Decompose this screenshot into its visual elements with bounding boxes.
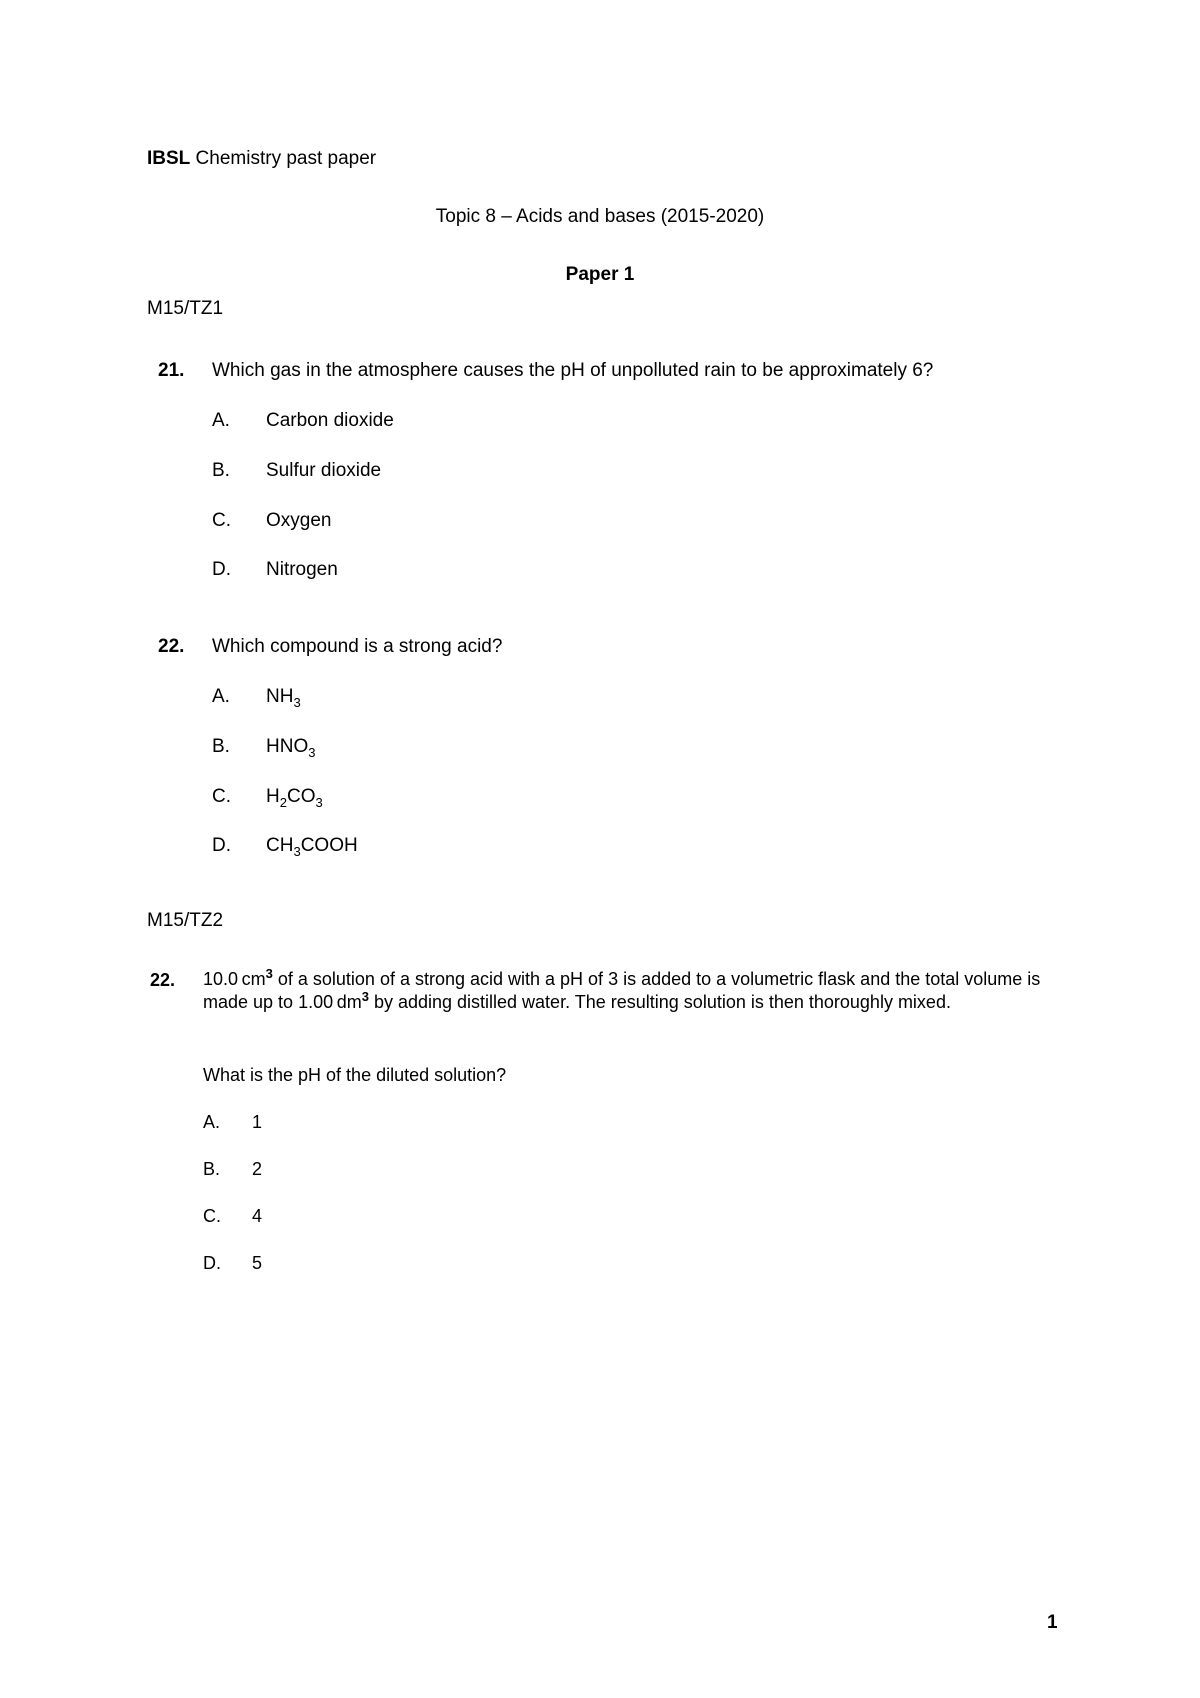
option-letter: B. [212, 460, 230, 481]
option-letter: A. [203, 1112, 221, 1132]
option-text: $NH_3$ [266, 686, 301, 710]
option-text: 4 [252, 1206, 263, 1226]
page-number: 1 [1047, 1612, 1058, 1633]
topic-heading: Topic 8 – Acids and bases (2015-2020) [435, 206, 765, 227]
question-text: Which gas in the atmosphere causes the pH of unpolluted rain to be approximately 6? [212, 360, 934, 381]
option-text: 2 [252, 1159, 263, 1179]
option-text: Oxygen [266, 510, 332, 531]
question-number: 22. [158, 636, 185, 657]
option-text: $CH_3COOH$ [266, 835, 358, 859]
question-text: Which compound is a strong acid? [212, 636, 503, 657]
option-letter: D. [212, 835, 231, 856]
question-text [203, 968, 1073, 1014]
option-letter: C. [212, 510, 231, 531]
formula-subscript: 3 [308, 745, 316, 760]
document-title-rest: Chemistry past paper [190, 148, 377, 169]
paper-heading: Paper 1 [565, 264, 635, 285]
section-label-m15-tz1: M15/TZ1 [147, 298, 224, 319]
option-text: 5 [252, 1253, 263, 1273]
option-text: $HNO_3$ [266, 736, 316, 760]
option-letter: C. [212, 786, 231, 807]
question-prompt: What is the pH of the diluted solution? [203, 1065, 507, 1085]
option-letter: D. [212, 559, 231, 580]
option-text: 1 [252, 1112, 263, 1132]
formula-subscript: 3 [293, 844, 301, 859]
question-text-part: by adding distilled water. The resulting solution is then thoroughly mixed. [368, 992, 951, 1012]
option-text: $H_2CO_3$ [266, 786, 323, 810]
option-letter: A. [212, 410, 230, 431]
option-letter: A. [212, 686, 230, 707]
option-letter: B. [212, 736, 230, 757]
option-letter: D. [203, 1253, 221, 1273]
option-text: Carbon dioxide [266, 410, 394, 431]
option-text: Nitrogen [266, 559, 338, 580]
section-label-m15-tz2: M15/TZ2 [147, 910, 224, 931]
option-text: Sulfur dioxide [266, 460, 382, 481]
formula-subscript: 3 [315, 795, 323, 810]
document-title-bold: IBSL [147, 148, 191, 169]
formula-subscript: 3 [293, 695, 301, 710]
question-text-part: of a solution of a strong acid with a pH of 3 is added to a volumetric flask and the total volume is made up to 1.00 dm [203, 969, 1041, 1012]
superscript: 3 [361, 989, 369, 1004]
superscript: 3 [265, 966, 273, 981]
question-text-part: 10.0 cm [203, 969, 266, 989]
question-number: 21. [158, 360, 185, 381]
formula-subscript: 2 [279, 795, 287, 810]
option-letter: C. [203, 1206, 221, 1226]
option-letter: B. [203, 1159, 221, 1179]
question-number: 22. [150, 970, 176, 990]
document-title [147, 148, 376, 170]
